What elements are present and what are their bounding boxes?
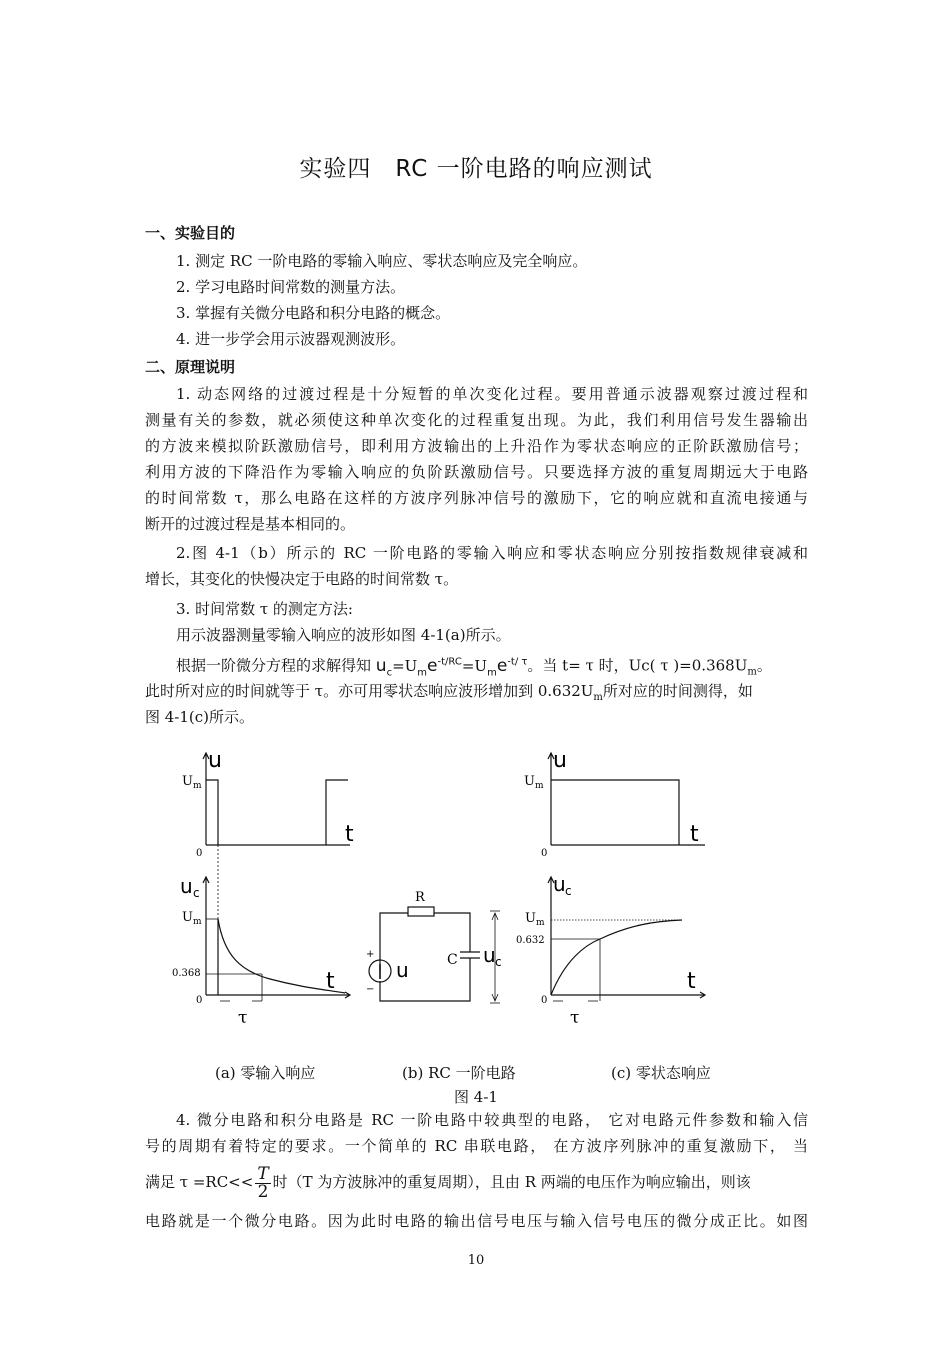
page-title: 实验四 RC 一阶电路的响应测试: [299, 156, 653, 182]
growth-curve: [551, 920, 682, 995]
svg-text:m: m: [536, 918, 545, 928]
paragraph-line: 2.图 4-1（b）所示的 RC 一阶电路的零输入响应和零状态响应分别按指数规律衰减和: [176, 544, 808, 562]
formula: $u_c=U_me^{-t/RC}=U_me^{-t/ \tau}$: [375, 655, 528, 679]
label-plus: +: [366, 949, 375, 960]
label-u: u: [208, 748, 222, 773]
section-heading-principle: 二、原理说明: [145, 358, 236, 376]
label-r: R: [415, 890, 425, 905]
resistor: [408, 907, 434, 916]
paragraph-line: 1. 动态网络的过渡过程是十分短暂的单次变化过程。要用普通示波器观察过渡过程和: [176, 385, 808, 403]
label-uc: u: [483, 943, 496, 967]
label-u: u: [553, 748, 567, 773]
formula-intro: 根据一阶微分方程的求解得知: [176, 656, 372, 675]
label-tau: τ: [570, 1008, 580, 1028]
figure-4-1: [160, 745, 760, 1040]
paragraph-line: 4. 微分电路和积分电路是 RC 一阶电路中较典型的电路， 它对电路元件参数和输入信: [176, 1111, 808, 1129]
panel-c-input-wave: [548, 753, 705, 845]
svg-text:c: c: [193, 886, 200, 900]
paragraph-line: 利用方波的下降沿作为零输入响应的负阶跃激励信号。只要选择方波的重复周期远大于电路: [145, 463, 808, 481]
purpose-item: 3. 掌握有关微分电路和积分电路的概念。: [176, 304, 451, 322]
paragraph-line: 测量有关的参数，就必须使这种单次变化的过程重复出现。为此，我们利用信号发生器输出: [145, 411, 808, 429]
label-t: t: [326, 969, 335, 994]
page-number: 10: [467, 1253, 485, 1268]
paragraph-line: 增长，其变化的快慢决定于电路的时间常数 τ。: [145, 570, 459, 588]
label-tau: τ: [238, 1008, 248, 1028]
formula-tail: 。当 t= τ 时，Uc( τ )=0.368U: [527, 656, 748, 675]
svg-text:m: m: [535, 781, 544, 791]
wave-pulse-1: [206, 780, 218, 845]
label-uc: u: [553, 872, 566, 896]
paragraph-line: 断开的过渡过程是基本相同的。: [145, 515, 356, 533]
paragraph-line-fraction: 满足 τ =RC<< $\frac{T}{2}$ 时（T 为方波脉冲的重复周期），且由 R 两端的电压作为响应输出，则该: [145, 1163, 751, 1202]
label-t: t: [690, 822, 699, 847]
formula-line: 根据一阶微分方程的求解得知 $u_c=U_me^{-t/RC}=U_me^{-t/ \tau}$。当 t= τ 时，Uc( τ )$=0.368U_m$。: [176, 655, 772, 679]
caption-c: (c) 零状态响应: [611, 1064, 711, 1082]
paragraph-line: 电路就是一个微分电路。因为此时电路的输出信号电压与输入信号电压的微分成正比。如图: [145, 1212, 808, 1230]
label-minus: −: [366, 984, 375, 995]
paragraph-line: 的方波来模拟阶跃激励信号，即利用方波输出的上升沿作为零状态响应的正阶跃激励信号；: [145, 437, 808, 455]
fraction-t-over-2: $\frac{T}{2}$: [257, 1163, 269, 1202]
paragraph-line: 用示波器测量零输入响应的波形如图 4-1(a)所示。: [176, 626, 511, 644]
paragraph-line: 图 4-1(c)所示。: [145, 708, 255, 726]
circuit-rc: [369, 907, 500, 1003]
purpose-item: 1. 测定 RC 一阶电路的零输入响应、零状态响应及完全响应。: [176, 252, 588, 270]
label-0368: 0.368: [172, 968, 201, 979]
section-heading-purpose: 一、实验目的: [145, 224, 236, 242]
paragraph-line: 此时所对应的时间就等于 τ。亦可用零状态响应波形增加到 $0.632U_m$所对应的时间测得，如: [145, 682, 753, 703]
label-uc: u: [180, 874, 193, 898]
wire: [434, 913, 470, 952]
label-t: t: [687, 969, 696, 994]
figure-number: 图 4-1: [454, 1088, 498, 1106]
paragraph-line: 号的周期有着特定的要求。一个简单的 RC 串联电路， 在方波序列脉冲的重复激励下， 当: [145, 1137, 808, 1155]
label-0632: 0.632: [516, 935, 545, 946]
svg-text:c: c: [565, 884, 572, 898]
label-source-u: u: [396, 958, 409, 982]
paragraph-line: 的时间常数 τ，那么电路在这样的方波序列脉冲信号的激励下，它的响应就和直流电接通与: [145, 489, 808, 507]
purpose-item: 2. 学习电路时间常数的测量方法。: [176, 278, 406, 296]
label-c: C: [447, 952, 458, 968]
label-um: U: [525, 911, 536, 926]
label-um: U: [182, 910, 193, 925]
svg-text:0: 0: [196, 995, 203, 1006]
svg-text:0: 0: [541, 848, 548, 859]
panel-a-input-wave: [203, 753, 350, 845]
svg-text:c: c: [495, 955, 502, 969]
label-zero: 0: [196, 848, 203, 859]
svg-text:0: 0: [541, 995, 548, 1006]
label-um: U: [524, 774, 535, 789]
caption-b: (b) RC 一阶电路: [402, 1064, 516, 1082]
purpose-item: 4. 进一步学会用示波器观测波形。: [176, 330, 406, 348]
label-um: U: [182, 774, 193, 789]
paragraph-line: 3. 时间常数 τ 的测定方法:: [176, 600, 353, 618]
caption-a: (a) 零输入响应: [215, 1064, 316, 1082]
svg-text:m: m: [193, 917, 202, 927]
label-um-sub: m: [193, 781, 202, 791]
label-t: t: [345, 822, 354, 847]
